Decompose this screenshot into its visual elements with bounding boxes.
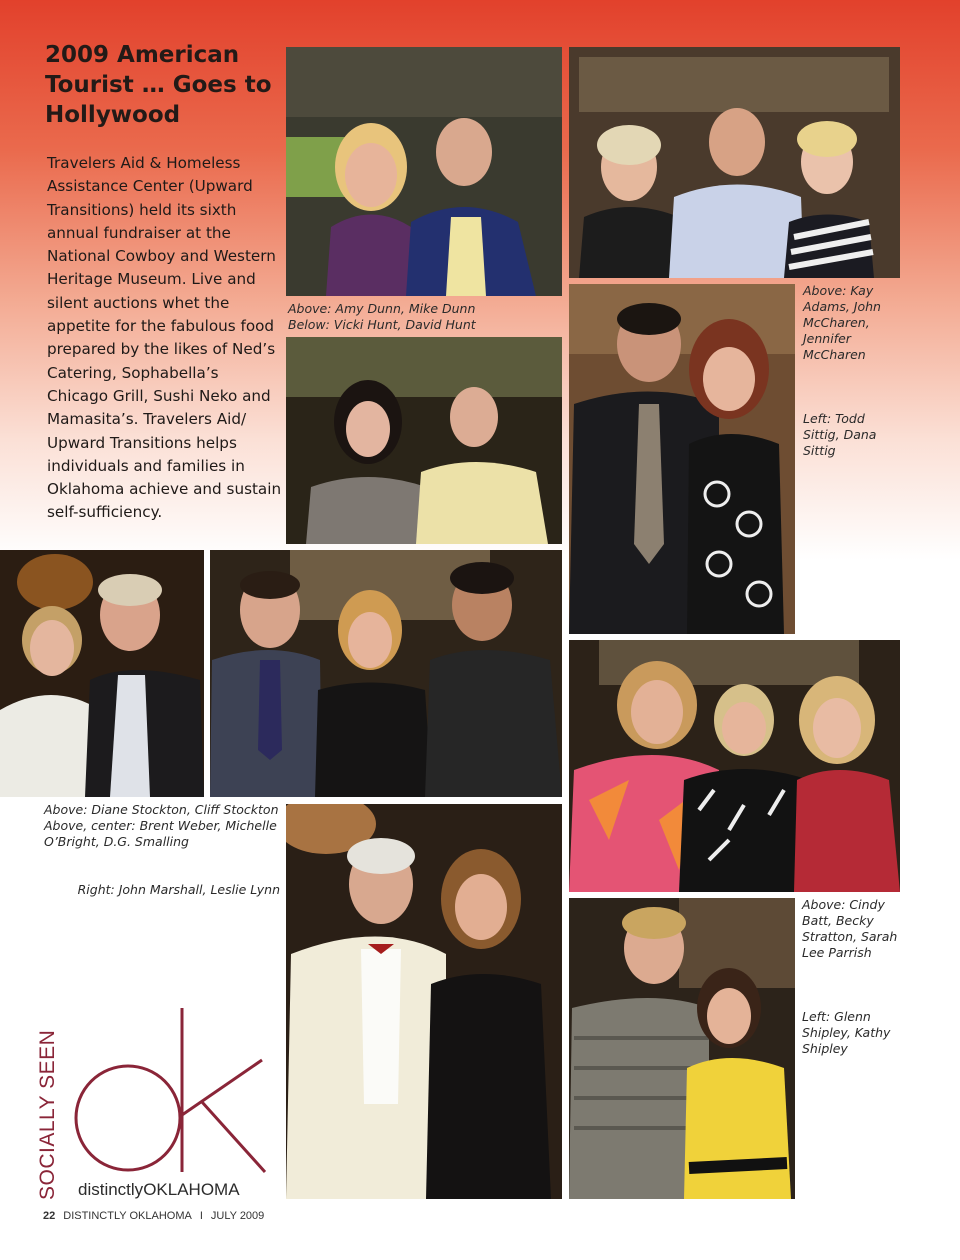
caption-mccharen: Above: Kay Adams, John McCharen, Jennifer McCharen — [803, 283, 881, 362]
photo-diane-cliff-stockton — [0, 550, 204, 797]
caption-amy-mike-dunn: Above: Amy Dunn, Mike Dunn — [288, 301, 476, 316]
caption-vicki-david-hunt: Below: Vicki Hunt, David Hunt — [288, 317, 476, 332]
section-label: SOCIALLY SEEN — [36, 1029, 59, 1200]
photo-batt-stratton-parrish — [569, 640, 900, 892]
photo-amy-mike-dunn — [286, 47, 562, 296]
ok-logo — [70, 1000, 270, 1180]
magazine-name: DISTINCTLY OKLAHOMA — [63, 1210, 192, 1222]
wordmark-suffix: OKLAHOMA — [143, 1180, 240, 1199]
caption-shipley: Left: Glenn Shipley, Kathy Shipley — [802, 1009, 891, 1056]
issue-date: JULY 2009 — [210, 1210, 265, 1222]
caption-dunn-hunt — [288, 301, 563, 333]
photo-weber-obright-smalling — [210, 550, 562, 797]
article-body: Travelers Aid & Homeless Assistance Center (Upward Transitions) held its sixth annual fundraiser at the National Cowboy and Western Heritage Museum. Live and silent auctions whet the appetite for the fabulous food prepared by the likes of Ned’s Catering, Sophabella’s Chicago Grill, Sushi Neko and Mamasita’s. Travelers Aid/ Upward Transitions helps individuals and families in Oklahoma achieve and sustain self-sufficiency. — [47, 154, 282, 522]
page-number: 22 — [43, 1210, 56, 1222]
photo-todd-dana-sittig — [569, 284, 795, 634]
photo-vicki-david-hunt — [286, 337, 562, 544]
caption-weber: Above, center: Brent Weber, Michelle O’Bright, D.G. Smalling — [44, 818, 277, 849]
wordmark — [78, 1180, 240, 1200]
wordmark-prefix: distinctly — [78, 1180, 144, 1199]
photo-kay-adams-mccharens — [569, 47, 900, 278]
page-footer — [43, 1210, 264, 1222]
article-title: 2009 American Tourist … Goes to Hollywood — [45, 42, 272, 128]
footer-separator: I — [199, 1210, 203, 1222]
photo-glenn-kathy-shipley — [569, 898, 795, 1199]
caption-batt: Above: Cindy Batt, Becky Stratton, Sarah Lee Parrish — [802, 897, 898, 960]
caption-sittig: Left: Todd Sittig, Dana Sittig — [803, 411, 877, 458]
photo-john-marshall-leslie-lynn — [286, 804, 562, 1199]
caption-stockton: Above: Diane Stockton, Cliff Stockton — [44, 802, 279, 817]
caption-marshall: Right: John Marshall, Leslie Lynn — [77, 882, 280, 897]
